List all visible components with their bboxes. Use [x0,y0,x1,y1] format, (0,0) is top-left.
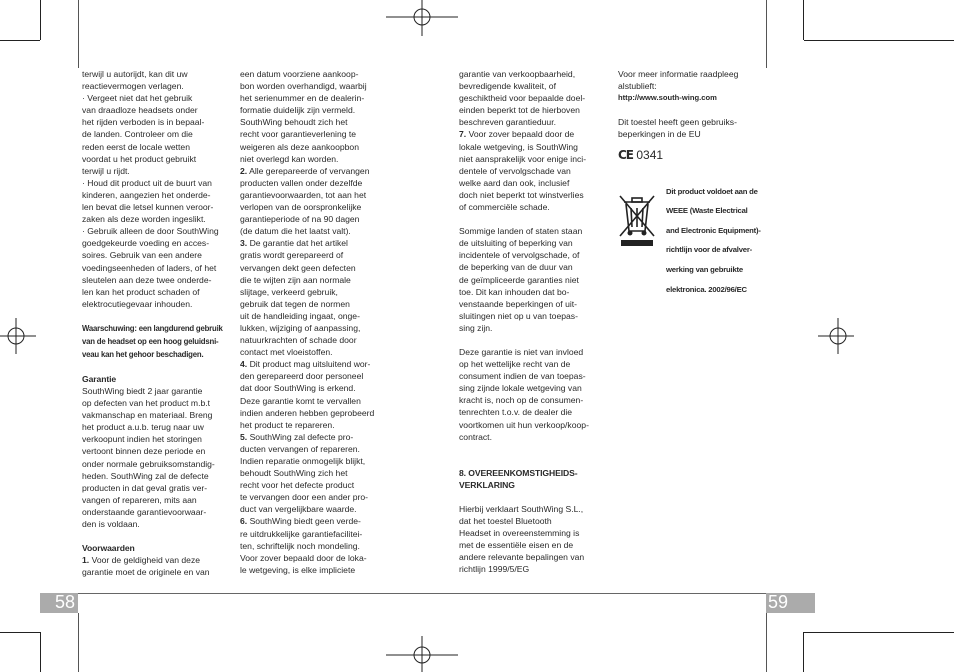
item-text: verlopen van de oorspronkelijke [240,202,362,213]
page-divider [78,593,766,594]
item-text: gebruik dat tegen de normen [240,298,350,309]
text-line: de uitsluiting of beperking van [459,238,573,249]
item-text: natuurkrachten of schade door [240,335,357,346]
item-text: indien anderen hebben geprobeerd [240,407,375,418]
text-line [240,104,390,116]
item-number: 2. [240,165,248,176]
item-text: welke aard dan ook, inclusief [459,177,570,188]
item-text: den gerepareerd door personeel [240,371,364,382]
text-line [240,443,390,455]
text-line: garantie van verkoopbaarheid, [459,69,576,79]
text-line [240,358,390,370]
text-line [240,153,390,165]
item-text: Indien reparatie onmogelijk blijkt, [240,456,366,466]
text-line [240,92,390,104]
text-line: · Gebruik alleen de door SouthWing [82,226,219,237]
text-line: vakmanschap en materiaal. Breng [82,410,213,421]
item-text: gratis wordt gerepareerd of [240,250,344,261]
text-line: onderstaande garantievoorwaar- [82,506,207,517]
item-text: lokale wetgeving, is SouthWing [459,141,578,152]
text-line [240,467,390,479]
item-text: duct van vergelijkbare waarde. [240,504,357,515]
text-line [240,346,390,358]
text-line [240,491,390,503]
text-line [240,503,390,515]
weee-line: werking van gebruikte [666,265,743,275]
text-line: voordat u het product gebruikt [82,153,197,164]
item-text: lukken, wijziging of aanpassing, [240,322,361,333]
text-line: contract. [459,431,492,442]
text-line: Deze garantie is niet van invloed [459,346,584,357]
text-line: beschreven garantieduur. [459,117,556,128]
item-text: re uitdrukkelijke garantiefacilitei- [240,528,363,539]
text-line: het product a.u.b. terug naar uw [82,422,204,433]
item-number: 1. [82,555,90,566]
text-line: zaken als deze worden ingeslikt. [82,214,206,225]
text-line [240,370,390,382]
text-line [240,322,390,334]
column-4 [618,68,768,162]
item-text: vervangen dekt geen defecten [240,262,356,273]
text-line: goedgekeurde voeding en acces- [82,238,210,249]
registration-mark-top [386,0,458,36]
warning-text: van de headset op een hoog geluidsni- [82,336,219,346]
text-line [240,274,390,286]
item-text: De garantie dat het artikel [249,238,348,249]
text-line [240,382,390,394]
item-text: het product te repareren. [240,419,335,430]
weee-line: elektronica. 2002/96/EC [666,284,747,294]
text-line [240,189,390,201]
item-text: Voor de geldigheid van deze [91,555,201,566]
text-line: verkoopunt indien het storingen [82,434,202,445]
crop-mark [0,40,40,41]
text-line: bevredigende kwaliteit, of [459,81,556,92]
item-text: Voor zover bepaald door de [468,129,575,140]
fold-line [78,613,79,672]
text-line: onder normale gebruiksomstandig- [82,458,215,469]
column-2 [240,68,390,576]
text-line: kinderen, aangezien het onderde- [82,189,211,200]
text-line: reactievermogen verlagen. [82,81,184,92]
text-line [240,552,390,564]
item-text: Alle gerepareerde of vervangen [249,165,370,176]
text-line: · Houd dit product uit de buurt van [82,177,212,188]
text-line: de beperking van de duur van [459,262,573,273]
item-text: uit de handleiding ingaat, onge- [240,310,360,321]
text-line: elektrocutiegevaar inhouden. [82,298,193,309]
text-line: met de essentiële eisen en de [459,540,574,551]
text-line [240,80,390,92]
text-line [240,128,390,140]
fold-line [78,0,79,68]
text-line: dat het toestel Bluetooth [459,516,552,526]
voorwaarden-heading: Voorwaarden [82,543,135,554]
item-text: contact met vloeistoffen. [240,347,333,358]
text-line [240,540,390,552]
text-line: len kan het product schaden of [82,286,200,297]
item-text: te vervangen door een ander pro- [240,492,369,503]
registration-mark-right [818,318,854,354]
item-text: recht voor garantieverlening te [240,129,357,140]
item-text: garantieperiode of na 90 dagen [240,214,360,225]
item-text: die te wijten zijn aan normale [240,274,351,285]
text-line: terwijl u rijdt. [82,165,130,176]
intro-paragraph [82,68,232,310]
weee-notice [666,178,770,303]
column-3 [459,68,609,575]
fold-line [766,613,767,672]
text-line: tenrechten t.o.v. de dealer die [459,407,573,418]
text-line: op defecten van het product m.b.t [82,398,211,409]
text-line: producten in dat geval gratis ver- [82,482,208,493]
consumer-rights-paragraph [459,346,609,443]
text-line: voortkomen uit hun verkoop/koop- [459,419,589,430]
item-text: niet overlegd kan worden. [240,153,339,164]
garantie-paragraph [82,385,232,530]
item-text: recht voor het defecte product [240,480,355,491]
text-line: einden beperkt tot de hierboven [459,105,580,116]
item-text: bon worden overhandigd, waarbij [240,81,367,92]
registration-mark-left [0,318,36,354]
item-number: 4. [240,359,248,370]
item-text: garantievoorwaarden, tot aan het [240,189,367,200]
text-line: venstaande beperkingen of uit- [459,298,578,309]
text-line: andere relevante bepalingen van [459,552,585,563]
garantie-heading: Garantie [82,373,117,384]
text-line: het rijden verboden is in bepaal- [82,117,205,128]
item-text: het serienummer en de dealerin- [240,93,365,104]
crop-mark [40,632,41,672]
text-line [240,528,390,540]
text-line [240,68,390,80]
text-line [240,249,390,261]
text-line: soires. Gebruik van een andere [82,250,202,261]
conformity-heading: 8. OVEREENKOMSTIGHEIDS- [459,467,578,478]
weee-line: Dit product voldoet aan de [666,186,758,196]
text-line [240,515,390,527]
crop-mark [0,632,40,633]
text-line: Headset in overeenstemming is [459,528,580,539]
item-number: 7. [459,129,467,140]
text-line [240,479,390,491]
text-line [240,286,390,298]
limitations-paragraph [459,225,609,334]
ce-marking [618,149,768,161]
conformity-heading: VERKLARING [459,479,515,490]
column-1 [82,68,232,578]
text-line: sing zijn. [459,322,493,333]
warning-label: Waarschuwing: [82,323,137,333]
item-text: SouthWing zal defecte pro- [249,431,354,442]
text-line: Sommige landen of staten staan [459,226,583,237]
eu-text: beperkingen in de EU [618,129,701,140]
text-line [240,395,390,407]
text-line [240,262,390,274]
registration-mark-bottom [386,636,458,672]
text-line: richtlijn 1999/5/EG [459,564,530,575]
item-text: slijtage, verkeerd gebruik, [240,286,338,297]
ce-number: 0341 [636,148,664,163]
text-line [240,213,390,225]
text-line [240,407,390,419]
item-number: 6. [240,516,248,527]
item-text: le wetgeving, is elke impliciete [240,564,356,575]
text-line [240,165,390,177]
weee-bin-icon [616,190,658,248]
ce-logo: CE [618,148,634,163]
warning-block [82,322,232,361]
item-text: (de datum die het laatst valt). [240,226,351,237]
eu-text: Dit toestel heeft geen gebruiks- [618,117,737,128]
item-text: Dit product mag uitsluitend wor- [249,359,371,370]
crop-mark [803,0,804,40]
warranty-paragraph [459,68,609,128]
text-line: incidentele of vervolgschade, of [459,250,580,261]
item-text: ten, schriftelijk noch mondeling. [240,540,360,551]
text-line [240,298,390,310]
page-number-left: 58 [55,592,76,612]
info-text: alstublieft: [618,81,657,92]
text-line: vangen of repareren, mits aan [82,494,197,505]
text-line [240,455,390,467]
website-link[interactable]: http://www.south-wing.com [618,93,717,103]
text-line: de geïmpliceerde garanties niet [459,274,579,285]
weee-line: and Electronic Equipment)- [666,225,761,235]
item-number: 5. [240,431,248,442]
weee-line: WEEE (Waste Electrical [666,206,748,216]
item-text: SouthWing behoudt zich het [240,117,348,128]
warning-text: veau kan het gehoor beschadigen. [82,349,204,359]
text-line: voedingseenheden of laders, of het [82,262,217,273]
text-line: reden eerst de locale wetten [82,141,190,152]
item-text: een datum voorziene aankoop- [240,69,359,79]
text-line [240,334,390,346]
text-line [240,116,390,128]
text-line: len bevat die letsel kunnen veroor- [82,202,214,213]
item-7-paragraph [459,141,609,214]
item-text: niet aansprakelijk voor enige inci- [459,153,587,164]
text-line: consument indien de van toepas- [459,371,586,382]
text-line: sleutelen aan deze twee onderde- [82,274,212,285]
item-text: garantie moet de originele en van [82,567,210,578]
item-text: Voor zover bepaald door de loka- [240,552,367,563]
text-line [240,225,390,237]
text-line: den is voldaan. [82,519,140,529]
item-text: formatie duidelijk zijn vermeld. [240,105,356,116]
crop-mark [804,40,954,41]
item-text: behoudt SouthWing zich het [240,468,348,479]
item-text: producten vallen onder dezelfde [240,177,363,188]
page-number-right: 59 [768,592,789,612]
text-line: heden. SouthWing zal de defecte [82,470,209,481]
crop-mark [40,0,41,40]
info-text: Voor meer informatie raadpleeg [618,69,739,79]
item-text: doch niet beperkt tot winstverlies [459,189,584,200]
text-line [240,201,390,213]
text-line: de landen. Controleer om die [82,129,193,140]
text-line [240,419,390,431]
text-line: toe. Dit kan inhouden dat bo- [459,286,570,297]
item-text: ducten vervangen of repareren. [240,443,360,454]
text-line: Hierbij verklaart SouthWing S.L., [459,503,584,514]
crop-mark [803,632,804,672]
text-line: vertoont binnen deze periode en [82,446,206,457]
warning-text: een langdurend gebruik [138,323,223,333]
text-line: geschiktheid voor bepaalde doel- [459,93,586,104]
item-text: Deze garantie komt te vervallen [240,395,361,406]
text-line [240,310,390,322]
item-text: dat door SouthWing is erkend. [240,383,356,394]
text-line [240,177,390,189]
text-line: SouthWing biedt 2 jaar garantie [82,385,203,396]
text-line [240,141,390,153]
crop-mark [804,632,954,633]
text-line: · Vergeet niet dat het gebruik [82,93,193,104]
item-number: 3. [240,238,248,249]
item-text: dentele of vervolgschade van [459,165,571,176]
item-text: SouthWing biedt geen verde- [249,516,361,527]
text-line [240,564,390,576]
text-line: sluitingen niet op u van toepas- [459,310,578,321]
text-line [240,237,390,249]
fold-line [766,0,767,68]
text-line: van draadloze headsets onder [82,105,198,116]
item-text: weigeren als deze aankoopbon [240,141,359,152]
text-line: kracht is, noch op de consumen- [459,395,584,406]
text-line: sing zijnde lokale wetgeving van [459,383,582,394]
declaration-paragraph [459,503,609,576]
weee-line: richtlijn voor de afvalver- [666,245,753,255]
text-line: op het wettelijke recht van de [459,359,571,370]
text-line: terwijl u autorijdt, kan dit uw [82,69,188,79]
item-text: of commerciële schade. [459,202,550,213]
text-line [240,431,390,443]
